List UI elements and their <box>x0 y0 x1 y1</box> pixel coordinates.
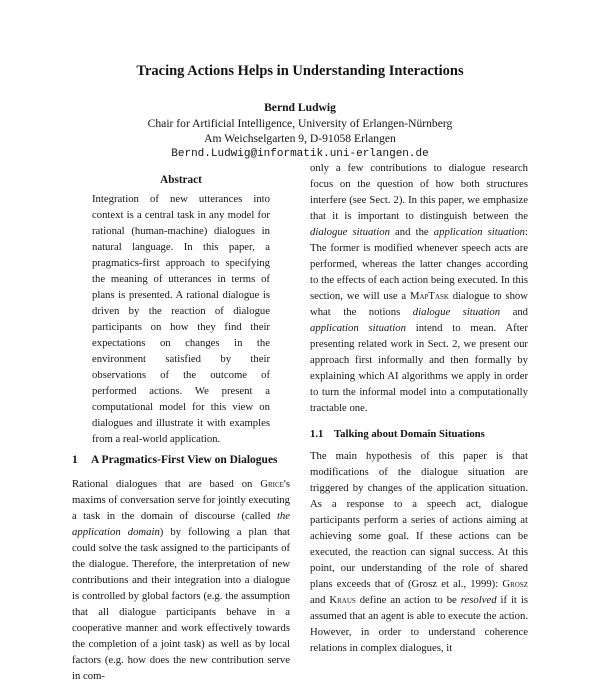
author-email: Bernd.Ludwig@informatik.uni-erlangen.de <box>171 147 429 160</box>
author-affiliation: Chair for Artificial Intelligence, University of Erlangen-Nürnberg <box>147 116 453 130</box>
author-address: Am Weichselgarten 9, D-91058 Erlangen <box>204 132 396 146</box>
subsection-1-1-heading <box>310 426 528 442</box>
kraus-name: Kraus <box>329 594 356 606</box>
emphasis-resolved: resolved <box>460 594 497 606</box>
section-1-paragraph: Rational dialogues that are based on Grice's maxims of conversation serve for jointly executing a task in the domain of discourse (called the application domain) by following a plan that could solve the task assigned to the participants of the dialogue. Therefore, the interpretation of new contributions and their integration into a dialogue is controlled by global factors (e.g. the assumption that all dialogue participants behave in a cooperative manner and work effectively towards the completion of a joint task) as well as by local factors (e.g. how does the new contribution serve in com- <box>72 478 290 682</box>
section-1-heading <box>72 452 290 468</box>
emphasis-dialogue-situation: dialogue situation <box>310 226 390 238</box>
left-column <box>72 172 290 684</box>
author-block <box>0 100 600 162</box>
maptask-name: MapTask <box>409 290 449 302</box>
author-name: Bernd Ludwig <box>264 101 336 114</box>
emphasis-application-situation: application situation <box>433 226 526 238</box>
abstract-text: Integration of new utterances into context is a central task in any model for rational (human-machine) dialogues in natural language. In this paper, a pragmatics-first approach to specifying the meaning of utterances in terms of plans is presented. A rational dialogue is driven by the reaction of dialogue participants on how they find their expectations on changes in the environment satisfied by their observations of the outcome of performed actions. We present a computational model for this view on dialogues and illustrate it with examples from a real-world application. <box>92 193 270 445</box>
emphasis-application-domain: the application domain <box>72 510 290 538</box>
paper-title: Tracing Actions Helps in Understanding Interactions <box>136 63 464 79</box>
grosz-name: Grosz <box>502 578 528 590</box>
section-1-number: 1 <box>72 454 78 466</box>
emphasis-application-situation-2: application situation <box>310 322 406 334</box>
subsection-1-1-number: 1.1 <box>310 428 324 440</box>
abstract-heading: Abstract <box>160 174 202 186</box>
grice-name: Grice <box>260 478 284 490</box>
section-1-title: A Pragmatics-First View on Dialogues <box>91 454 278 466</box>
emphasis-dialogue-situation-2: dialogue situation <box>412 306 501 318</box>
subsection-1-1-title: Talking about Domain Situations <box>334 428 485 440</box>
right-column <box>310 160 528 656</box>
subsection-1-1-paragraph: The main hypothesis of this paper is that modifications of the dialogue situation are triggered by changes of the application situation. As a response to a speech act, dialogue participants perform a series of actions aiming at achieving some goal. If these actions can be executed, the reaction can signal success. At this point, our understanding of the role of shared plans exceeds that of (Grosz et al., 1999): Grosz and Kraus define an action to be resolved if it is assumed that an agent is able to execute the action. However, in order to understand coherence relations in complex dialogues, it <box>310 450 528 654</box>
intro-paragraph-continued: only a few contributions to dialogue research focus on the question of how both structures interfere (see Sect. 2). In this paper, we emphasize that it is important to distinguish between the dialogue situation and the application situation: The former is modified whenever speech acts are performed, whereas the latter changes according to the effects of each action being executed. In this section, we will use a MapTask dialogue to show what the notions dialogue situation and application situation intend to mean. After presenting related work in Sect. 2, we present our approach first informally and then formally by explaining which AI algorithms we apply in order to turn the informal model into a computationally tractable one. <box>310 162 529 414</box>
